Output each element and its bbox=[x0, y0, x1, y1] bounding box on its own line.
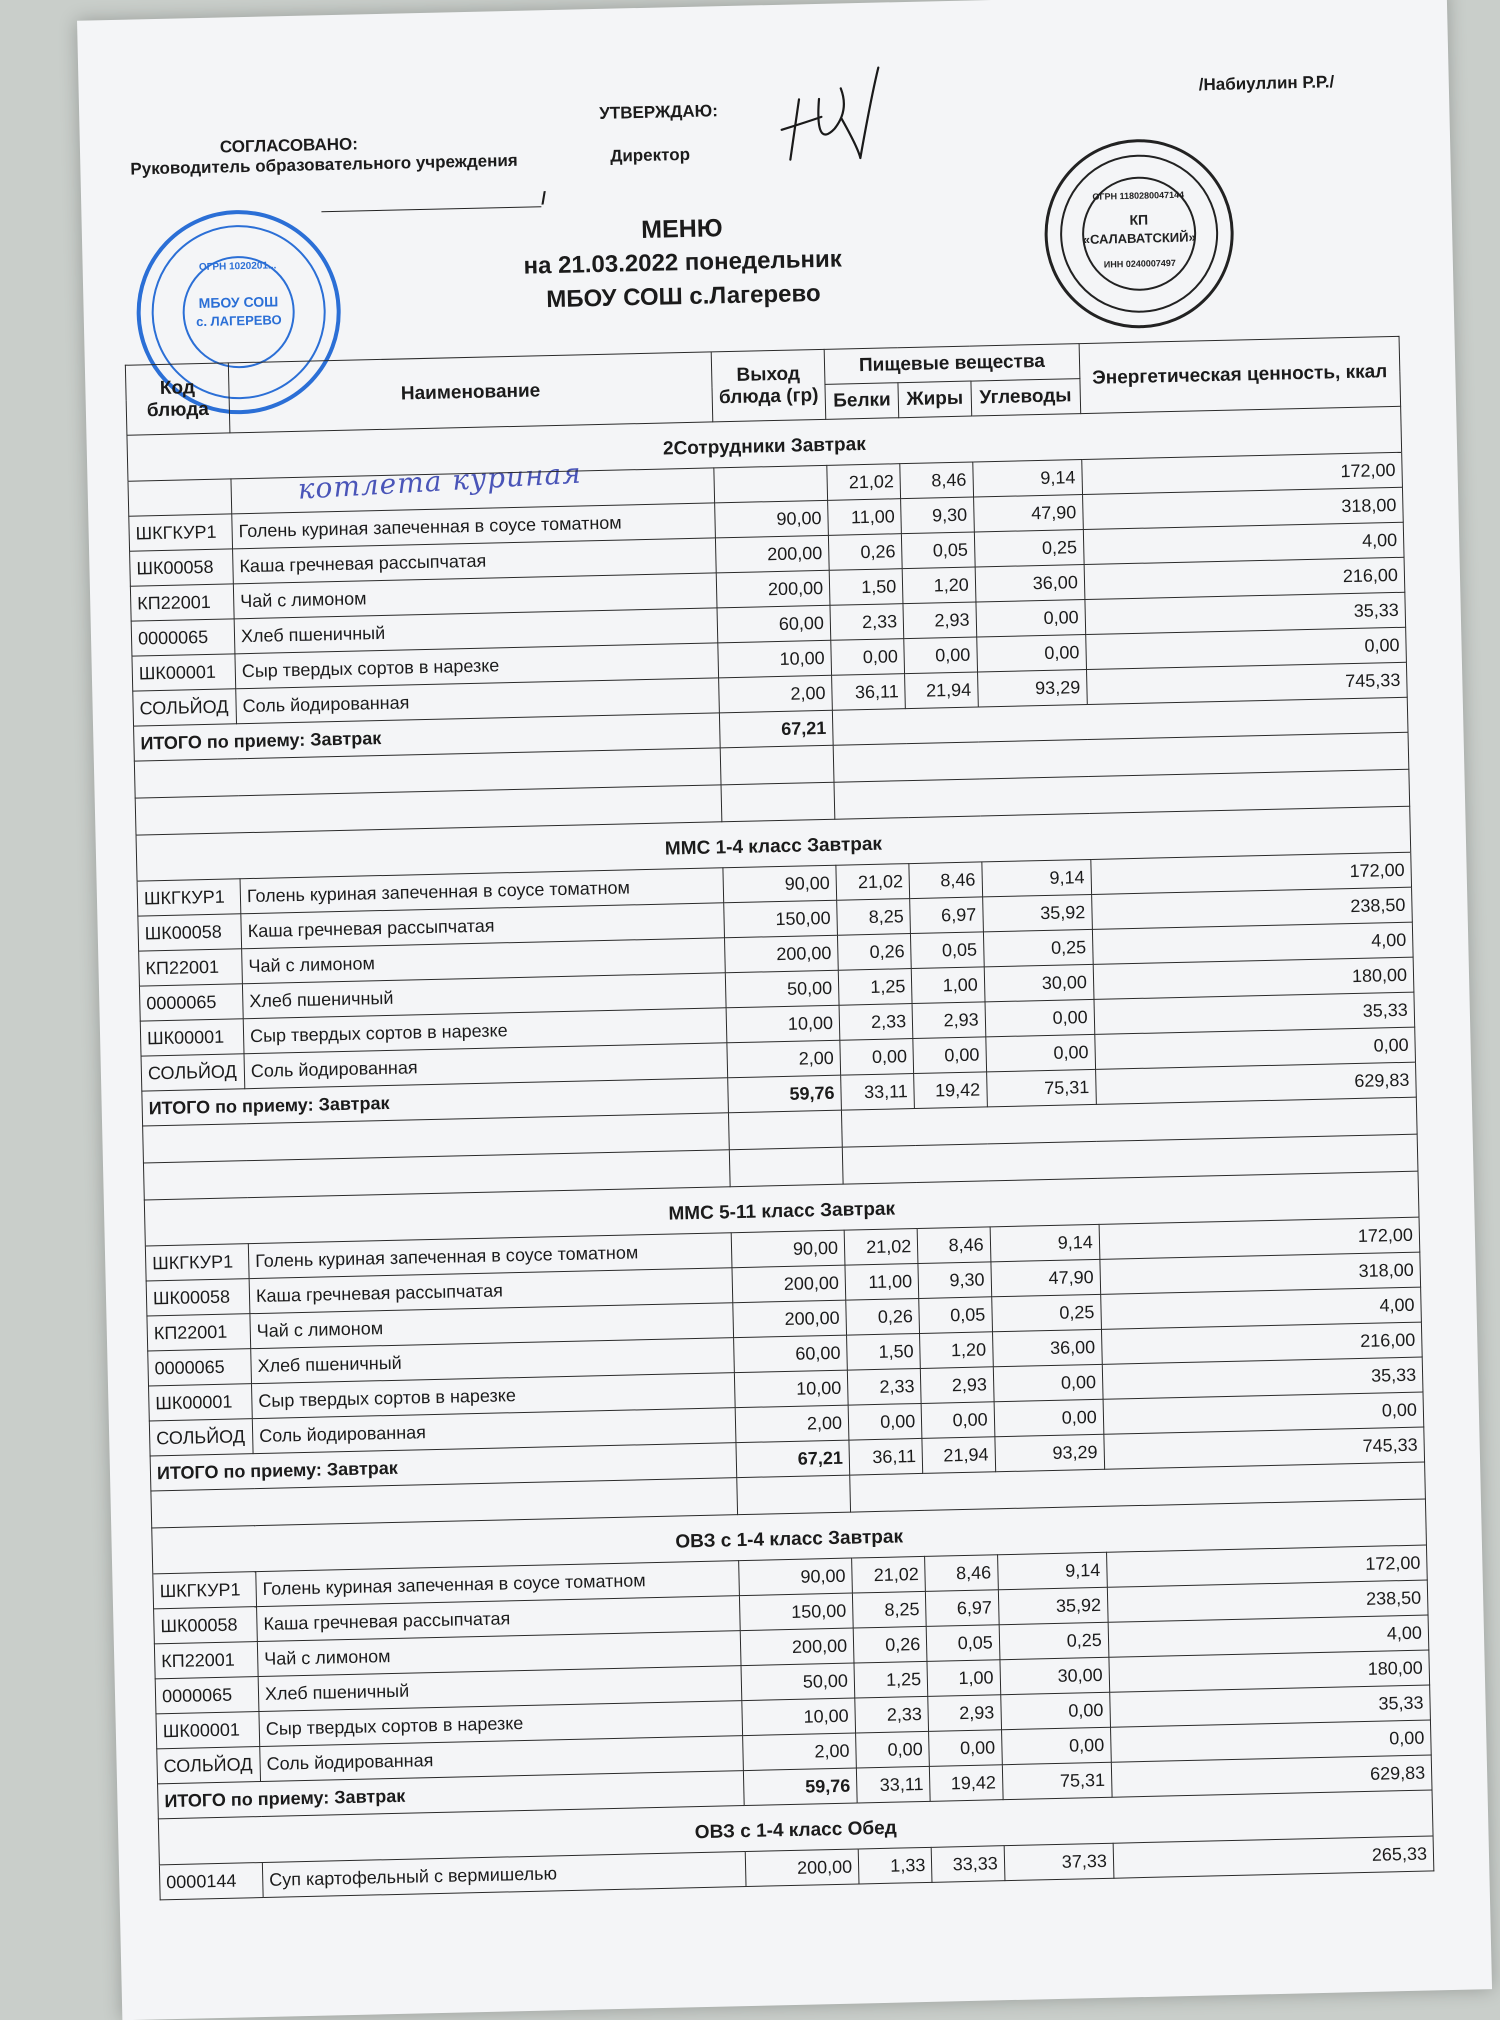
sheet-content bbox=[117, 0, 1428, 1892]
table-row: КП22001 Чай с лимоном 200,00 0,26 0,05 0,25 4,00 bbox=[139, 922, 1413, 986]
table-row: ШКГКУР1 Голень куриная запеченная в соусе томатном 90,00 11,00 9,30 47,90 318,00 bbox=[129, 487, 1403, 551]
menu-sheet bbox=[77, 0, 1492, 2020]
table-row: 0000065 Хлеб пшеничный 60,00 2,33 2,93 0,00 35,33 bbox=[131, 592, 1405, 656]
blue-stamp-ogrn: ОГРН 1020201... bbox=[198, 260, 277, 274]
col-protein: Белки bbox=[825, 383, 899, 420]
menu-title bbox=[422, 206, 944, 320]
table-row: КП22001 Чай с лимоном 200,00 0,26 0,05 0,25 4,00 bbox=[147, 1287, 1421, 1351]
total-row: ИТОГО по приему: Завтрак 59,76 33,11 19,42 75,31 629,83 bbox=[158, 1755, 1432, 1819]
table-row: 0000144 Суп картофельный с вермишелью 200,00 1,33 33,33 37,33 265,33 bbox=[159, 1836, 1433, 1900]
black-stamp-ogrn: ОГРН 1180280047144 bbox=[1092, 189, 1185, 202]
col-code: Код блюда bbox=[125, 363, 230, 435]
agreed-role: Руководитель образовательного учреждения bbox=[130, 150, 518, 179]
section-title: ММС 5-11 класс Завтрак bbox=[144, 1171, 1419, 1246]
black-stamp-line2: «САЛАВАТСКИЙ» bbox=[1082, 229, 1196, 247]
table-row: ШК00001 Сыр твердых сортов в нарезке 10,00 2,33 2,93 0,00 35,33 bbox=[156, 1685, 1430, 1749]
table-row: СОЛЬЙОД Соль йодированная 2,00 36,11 21,94 93,29 745,33 bbox=[133, 662, 1407, 726]
col-name: Наименование bbox=[228, 352, 712, 433]
col-carbs: Углеводы bbox=[971, 379, 1081, 416]
table-row: ШК00058 Каша гречневая рассыпчатая 150,00 8,25 6,97 35,92 238,50 bbox=[154, 1580, 1428, 1644]
table-row: СОЛЬЙОД Соль йодированная 2,00 0,00 0,00 0,00 0,00 bbox=[141, 1027, 1415, 1091]
table-row: ШК00001 Сыр твердых сортов в нарезке 10,00 0,00 0,00 0,00 0,00 bbox=[132, 627, 1406, 691]
approve-label: УТВЕРЖДАЮ: bbox=[599, 101, 719, 123]
table-row: ШК00058 Каша гречневая рассыпчатая 200,00 0,26 0,05 0,25 4,00 bbox=[130, 522, 1404, 586]
total-row: ИТОГО по приему: Завтрак 59,76 33,11 19,42 75,31 629,83 bbox=[142, 1062, 1416, 1126]
title-line3: МБОУ СОШ с.Лагерево bbox=[545, 279, 821, 314]
table-row: ШК00058 Каша гречневая рассыпчатая 200,00 11,00 9,30 47,90 318,00 bbox=[146, 1252, 1420, 1316]
menu-table bbox=[125, 336, 1435, 1901]
section-title: ОВЗ с 1-4 класс Обед bbox=[158, 1790, 1433, 1865]
table-row: 0000065 Хлеб пшеничный 50,00 1,25 1,00 30,00 180,00 bbox=[139, 957, 1413, 1021]
agreed-label: СОГЛАСОВАНО: bbox=[219, 134, 359, 157]
section-title: ММС 1-4 класс Завтрак bbox=[136, 806, 1411, 881]
table-row: ШК00058 Каша гречневая рассыпчатая 150,00 8,25 6,97 35,92 238,50 bbox=[138, 887, 1412, 951]
table-row: ШКГКУР1 Голень куриная запеченная в соусе томатном 90,00 21,02 8,46 9,14 172,00 bbox=[137, 852, 1411, 916]
table-row: 0000065 Хлеб пшеничный 50,00 1,25 1,00 30,00 180,00 bbox=[155, 1650, 1429, 1714]
director-name: /Набиуллин Р.Р./ bbox=[1198, 72, 1335, 95]
title-line2: на 21.03.2022 понедельник bbox=[523, 245, 842, 280]
col-nutrients: Пищевые вещества bbox=[824, 344, 1080, 385]
signature-line bbox=[321, 206, 541, 212]
section-title: 2Сотрудники Завтрак bbox=[127, 406, 1402, 481]
signature-slash: / bbox=[540, 188, 547, 209]
handwritten-note: котлета куриная bbox=[296, 456, 583, 506]
table-row: ШКГКУР1 Голень куриная запеченная в соусе томатном 90,00 21,02 8,46 9,14 172,00 bbox=[153, 1545, 1427, 1609]
director-label: Директор bbox=[610, 144, 691, 166]
col-fat: Жиры bbox=[898, 381, 971, 418]
blue-stamp-line1: МБОУ СОШ bbox=[198, 293, 279, 312]
table-row: 21,02 8,46 9,14 172,00 bbox=[128, 452, 1402, 516]
table-row: СОЛЬЙОД Соль йодированная 2,00 0,00 0,00 0,00 0,00 bbox=[149, 1392, 1423, 1456]
table-row: ШК00001 Сыр твердых сортов в нарезке 10,00 2,33 2,93 0,00 35,33 bbox=[149, 1357, 1423, 1421]
section-title: ОВЗ с 1-4 класс Завтрак bbox=[152, 1499, 1427, 1574]
table-row: КП22001 Чай с лимоном 200,00 0,26 0,05 0,25 4,00 bbox=[154, 1615, 1428, 1679]
black-company-stamp bbox=[1040, 135, 1239, 334]
table-row: КП22001 Чай с лимоном 200,00 1,50 1,20 36,00 216,00 bbox=[130, 557, 1404, 621]
table-row: СОЛЬЙОД Соль йодированная 2,00 0,00 0,00 0,00 0,00 bbox=[157, 1720, 1431, 1784]
table-row: ШК00001 Сыр твердых сортов в нарезке 10,00 2,33 2,93 0,00 35,33 bbox=[140, 992, 1414, 1056]
total-row: ИТОГО по приему: Завтрак 67,21 36,11 21,94 93,29 745,33 bbox=[150, 1427, 1424, 1491]
col-energy: Энергетическая ценность, ккал bbox=[1079, 336, 1401, 413]
table-row: 0000065 Хлеб пшеничный 60,00 1,50 1,20 36,00 216,00 bbox=[148, 1322, 1422, 1386]
black-stamp-line1: КП bbox=[1129, 211, 1149, 228]
title-line1: МЕНЮ bbox=[640, 214, 723, 244]
col-yield: Выход блюда (гр) bbox=[711, 349, 826, 422]
black-stamp-inn: ИНН 0240007497 bbox=[1103, 257, 1176, 270]
table-row: ШКГКУР1 Голень куриная запеченная в соусе томатном 90,00 21,02 8,46 9,14 172,00 bbox=[145, 1217, 1419, 1281]
total-row: ИТОГО по приему: Завтрак 67,21 bbox=[134, 697, 1408, 761]
blue-stamp-line2: с. ЛАГЕРЕВО bbox=[195, 312, 282, 330]
director-signature bbox=[758, 57, 901, 180]
